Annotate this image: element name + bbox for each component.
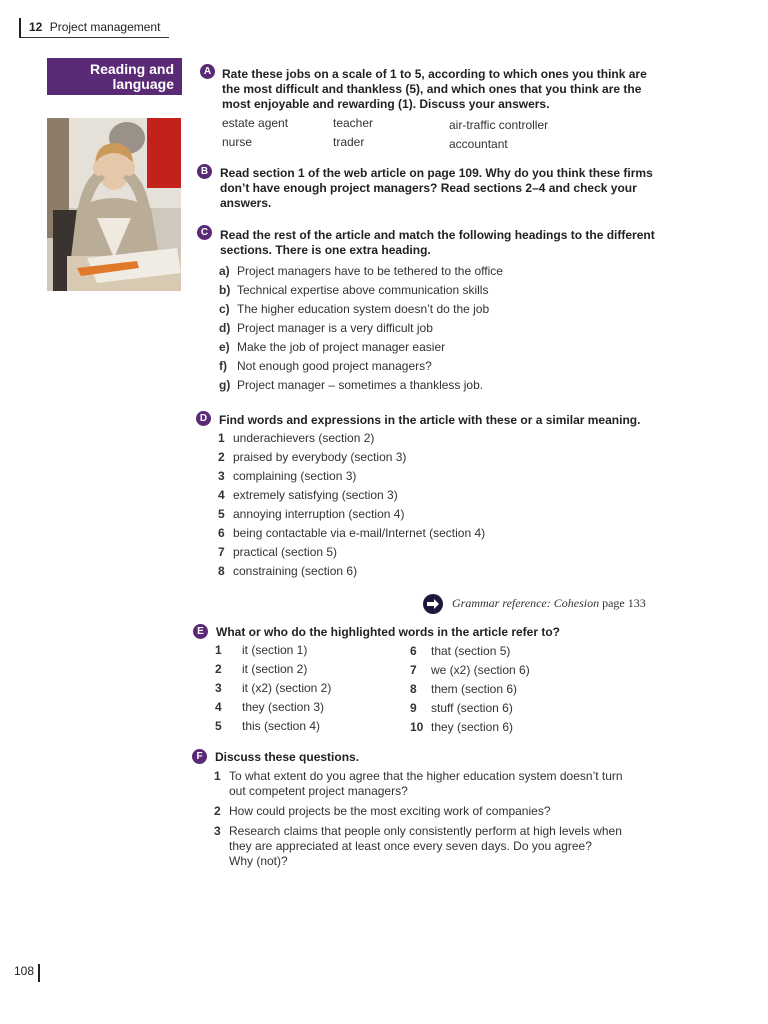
list-item: d) Project manager is a very difficult job <box>219 321 433 335</box>
list-item: 9 stuff (section 6) <box>410 701 513 715</box>
grammar-reference-label: Grammar reference: Cohesion <box>452 595 600 610</box>
list-item: 8 them (section 6) <box>410 682 518 696</box>
list-item: 7 practical (section 5) <box>218 545 338 559</box>
arrow-right-icon <box>423 594 443 614</box>
job-word: nurse <box>222 135 253 149</box>
exercise-b-badge: B <box>197 164 212 179</box>
list-item-continuation: out competent project managers? <box>229 784 408 798</box>
page-number: 108 <box>14 964 40 982</box>
list-item: 5 annoying interruption (section 4) <box>218 507 405 521</box>
list-item: 6 that (section 5) <box>410 644 511 658</box>
grammar-reference-page: page 133 <box>602 595 646 610</box>
exercise-a-badge: A <box>200 64 215 79</box>
list-item: 10 they (section 6) <box>410 720 514 734</box>
list-item: b) Technical expertise above communication skills <box>219 283 489 297</box>
list-item: 1 it (section 1) <box>215 643 308 657</box>
list-item: 8 constraining (section 6) <box>218 564 358 578</box>
list-item: 4 extremely satisfying (section 3) <box>218 488 398 502</box>
list-item: e) Make the job of project manager easier <box>219 340 446 354</box>
list-item: a) Project managers have to be tethered to the office <box>219 264 503 278</box>
exercise-d-badge: D <box>196 411 211 426</box>
job-word: air-traffic controller <box>449 118 549 132</box>
list-item: 3 complaining (section 3) <box>218 469 357 483</box>
list-item: c) The higher education system doesn’t do the job <box>219 302 490 316</box>
exercise-e-badge: E <box>193 624 208 639</box>
list-item: 7 we (x2) (section 6) <box>410 663 530 677</box>
list-item: 3 it (x2) (section 2) <box>215 681 332 695</box>
job-word: teacher <box>333 116 374 130</box>
list-item: 4 they (section 3) <box>215 700 325 714</box>
chapter-header <box>19 18 169 38</box>
exercise-a-instruction: Rate these jobs on a scale of 1 to 5, according to which ones you think are the most difficult and thankless (5), and which ones that you think are the most enjoyable and rewarding (1). Discuss your answers. <box>222 67 647 111</box>
exercise-f-badge: F <box>192 749 207 764</box>
list-item: 6 being contactable via e-mail/Internet (section 4) <box>218 526 486 540</box>
list-item: f) Not enough good project managers? <box>219 359 432 373</box>
list-item: 2 How could projects be the most exciting work of companies? <box>214 804 551 818</box>
exercise-b-instruction: Read section 1 of the web article on page 109. Why do you think these firms don’t have enough project managers? Read sections 2–4 and check your answers. <box>220 166 653 210</box>
list-item: 1 To what extent do you agree that the higher education system doesn’t turn <box>214 769 623 783</box>
list-item-continuation: they are appreciated at least once every seven days. Do you agree? <box>229 839 592 853</box>
grammar-reference <box>423 594 646 614</box>
chapter-title: Project management <box>49 20 161 34</box>
job-word: accountant <box>449 137 508 151</box>
section-label: Reading and language <box>47 58 182 95</box>
exercise-d-instruction: Find words and expressions in the article with these or a similar meaning. <box>219 413 641 427</box>
list-item: 5 this (section 4) <box>215 719 321 733</box>
chapter-number: 12 <box>29 20 43 34</box>
list-item: 2 praised by everybody (section 3) <box>218 450 407 464</box>
job-word: trader <box>333 135 365 149</box>
exercise-c-badge: C <box>197 225 212 240</box>
list-item: 3 Research claims that people only consistently perform at high levels when <box>214 824 622 838</box>
list-item: g) Project manager – sometimes a thankless job. <box>219 378 484 392</box>
exercise-c-instruction: Read the rest of the article and match the following headings to the different sections. There is one extra heading. <box>220 228 655 257</box>
exercise-e-instruction: What or who do the highlighted words in the article refer to? <box>216 625 561 639</box>
stressed-woman-photo <box>47 118 181 291</box>
job-word: estate agent <box>222 116 289 130</box>
list-item: 1 underachievers (section 2) <box>218 431 375 445</box>
exercise-f-instruction: Discuss these questions. <box>215 750 360 764</box>
list-item-continuation: Why (not)? <box>229 854 288 868</box>
list-item: 2 it (section 2) <box>215 662 308 676</box>
